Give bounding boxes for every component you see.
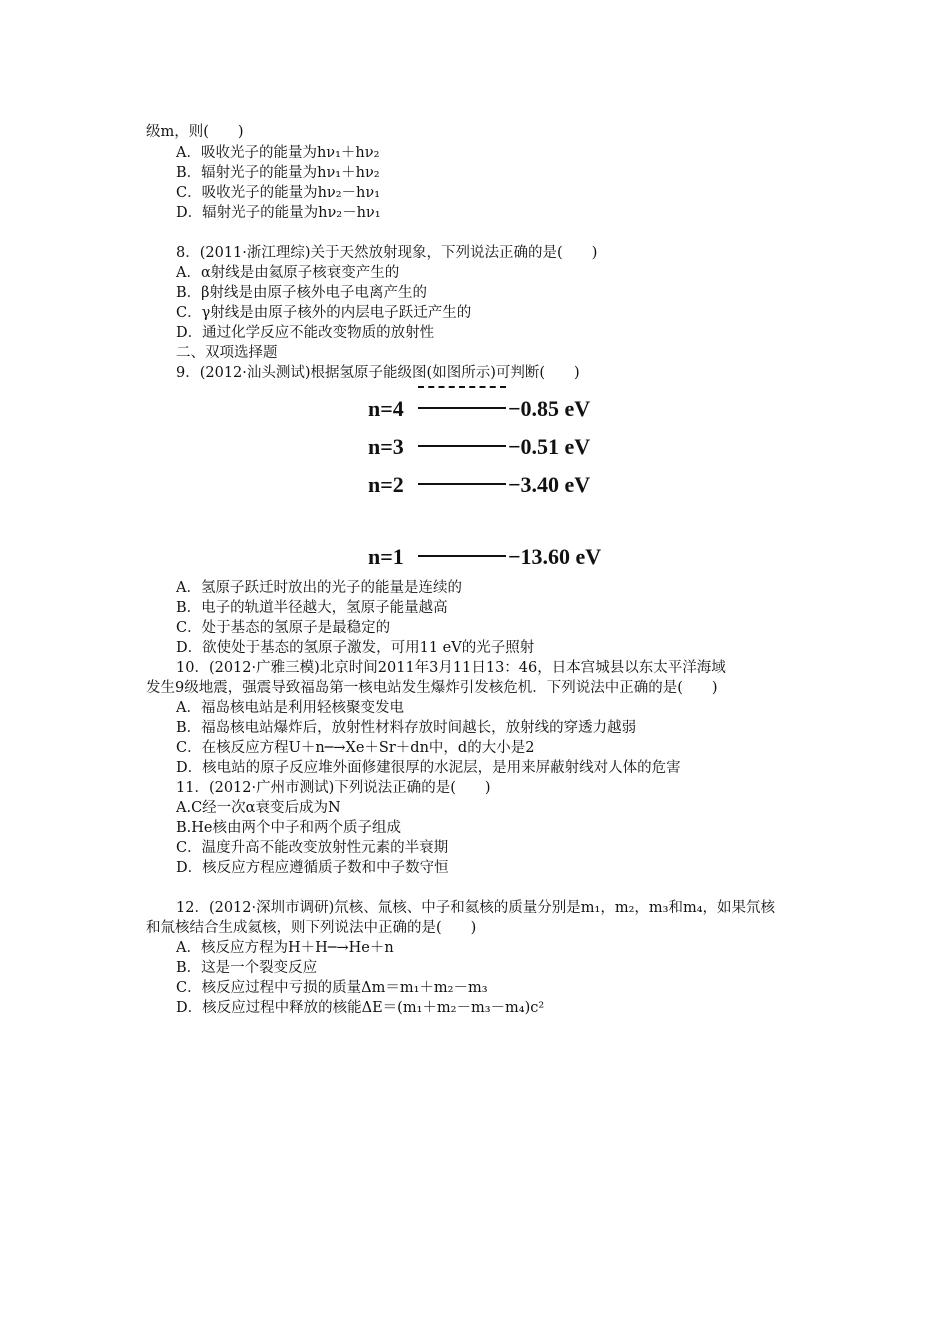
level-line — [418, 483, 506, 485]
level-label: n=4 — [368, 396, 404, 421]
level-energy: −3.40 eV — [508, 472, 591, 497]
option-d: D．通过化学反应不能改变物质的放射性 — [176, 325, 435, 341]
option-b: B.He核由两个中子和两个质子组成 — [176, 820, 401, 836]
question-10: 10．(2012·广雅三模)北京时间2011年3月11日13：46，日本宫城县以东太平洋海域 — [176, 660, 726, 676]
option-a: A．吸收光子的能量为hν₁＋hν₂ — [176, 145, 380, 161]
question-11: 11．(2012·广州市测试)下列说法正确的是( ) — [176, 780, 491, 796]
option-c: C．温度升高不能改变放射性元素的半衰期 — [176, 840, 449, 856]
option-b: B．β射线是由原子核外电子电离产生的 — [176, 285, 428, 301]
option-a: A.C经一次α衰变后成为N — [176, 800, 341, 816]
option-a: A．氢原子跃迁时放出的光子的能量是连续的 — [176, 580, 462, 596]
level-label: n=3 — [368, 434, 404, 459]
text-line: 级m，则( ) — [146, 124, 244, 140]
text-line: 发生9级地震，强震导致福岛第一核电站发生爆炸引发核危机．下列说法中正确的是( ) — [146, 680, 718, 696]
level-line — [418, 555, 506, 557]
option-d: D．辐射光子的能量为hν₂－hν₁ — [176, 205, 381, 221]
level-energy: −0.85 eV — [508, 396, 591, 421]
level-label: n=1 — [368, 544, 404, 569]
energy-level-3 — [360, 432, 620, 462]
option-c: C．核反应过程中亏损的质量Δm＝m₁＋m₂－m₃ — [176, 980, 488, 996]
option-b: B．辐射光子的能量为hν₁＋hν₂ — [176, 165, 380, 181]
energy-level-1 — [360, 542, 620, 572]
level-line — [418, 445, 506, 447]
option-b: B．这是一个裂变反应 — [176, 960, 318, 976]
option-b: B．福岛核电站爆炸后，放射性材料存放时间越长，放射线的穿透力越弱 — [176, 720, 637, 736]
question-9: 9．(2012·汕头测试)根据氢原子能级图(如图所示)可判断( ) — [176, 365, 580, 381]
level-label: n=2 — [368, 472, 404, 497]
energy-level-diagram — [360, 384, 620, 574]
option-c: C．处于基态的氢原子是最稳定的 — [176, 620, 391, 636]
text-line: 和氚核结合生成氦核，则下列说法中正确的是( ) — [146, 920, 477, 936]
option-d: D．核反应过程中释放的核能ΔE＝(m₁＋m₂－m₃－m₄)c² — [176, 1000, 545, 1016]
continuum-dashed-line — [418, 386, 506, 388]
option-c: C．γ射线是由原子核外的内层电子跃迁产生的 — [176, 305, 472, 321]
level-energy: −13.60 eV — [508, 544, 602, 569]
level-energy: −0.51 eV — [508, 434, 591, 459]
question-8: 8．(2011·浙江理综)关于天然放射现象，下列说法正确的是( ) — [176, 245, 598, 261]
section-heading: 二、双项选择题 — [176, 345, 278, 361]
option-a: A．福岛核电站是利用轻核聚变发电 — [176, 700, 404, 716]
option-d: D．核反应方程应遵循质子数和中子数守恒 — [176, 860, 449, 876]
option-d: D．欲使处于基态的氢原子激发，可用11 eV的光子照射 — [176, 640, 535, 656]
option-a: A．α射线是由氦原子核衰变产生的 — [176, 265, 400, 281]
question-12: 12．(2012·深圳市调研)氘核、氚核、中子和氦核的质量分别是m₁，m₂，m₃和m₄，如果氘核 — [176, 900, 776, 916]
energy-level-4 — [360, 394, 620, 424]
option-c: C．在核反应方程U＋n─→Xe＋Sr＋dn中，d的大小是2 — [176, 740, 535, 756]
option-d: D．核电站的原子反应堆外面修建很厚的水泥层，是用来屏蔽射线对人体的危害 — [176, 760, 681, 776]
option-a: A．核反应方程为H＋H─→He＋n — [176, 940, 394, 956]
option-b: B．电子的轨道半径越大，氢原子能量越高 — [176, 600, 448, 616]
option-c: C．吸收光子的能量为hν₂－hν₁ — [176, 185, 381, 201]
energy-level-2 — [360, 470, 620, 500]
level-line — [418, 407, 506, 409]
